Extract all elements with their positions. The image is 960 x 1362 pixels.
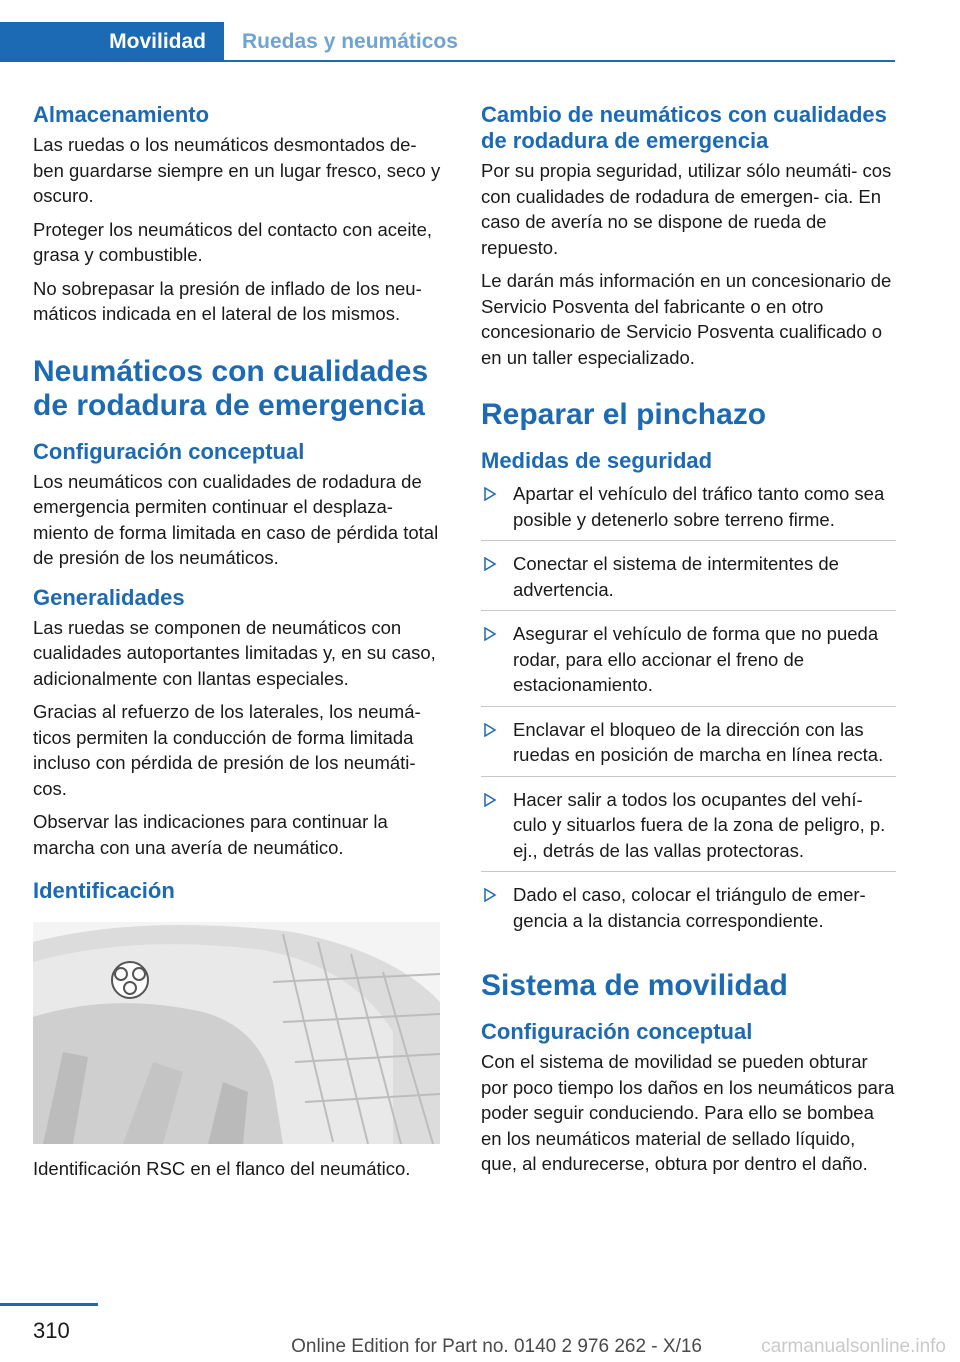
heading-configuracion: Configuración conceptual (33, 438, 305, 464)
heading-cambio: Cambio de neumáticos con cualidades de rodadura de emergencia (481, 102, 887, 153)
edition-text: Online Edition for Part no. 0140 2 976 262 - X/16 (291, 1336, 702, 1357)
page-number: 310 (33, 1318, 70, 1343)
heading-generalidades: Generalidades (33, 584, 185, 610)
list-item (481, 879, 896, 941)
list-item (481, 784, 896, 873)
section-title-run-flat: Neumáticos con cualidades de rodadura de emergencia (33, 354, 429, 422)
tire-illustration (33, 922, 440, 1144)
page-header (0, 0, 895, 62)
list-item-text: Enclavar el bloqueo de la dirección con las ruedas en posición de marcha en línea recta. (513, 718, 884, 765)
heading-almacenamiento: Almacenamiento (33, 102, 210, 127)
heading-medidas: Medidas de seguridad (481, 448, 713, 473)
paragraph: Le darán más información en un concesionario de Servicio Posventa del fabricante o en otro concesionario de Servicio Posventa cualificado o en un taller especializado. (481, 270, 892, 368)
figure-caption: Identificación RSC en el flanco del neumático. (33, 1158, 411, 1179)
list-item (481, 478, 896, 541)
header-divider (224, 60, 895, 62)
list-item-text: Conectar el sistema de intermitentes de advertencia. (513, 553, 839, 600)
triangle-right-icon (483, 627, 497, 641)
paragraph: Observar las indicaciones para continuar la marcha con una avería de neumático. (33, 811, 388, 858)
list-item-text: Apartar el vehículo del tráfico tanto como sea posible y detenerlo sobre terreno firme. (513, 483, 885, 530)
paragraph: Con el sistema de movilidad se pueden obturar por poco tiempo los daños en los neumáticos para poder seguir conduciendo. Para ello se bombea en los neumáticos material de sellado líquido, que, al endurecerse, obtura por dentro el daño. (481, 1051, 895, 1174)
list-item (481, 548, 896, 611)
watermark: carmanualsonline.info (761, 1336, 946, 1357)
list-item-text: Dado el caso, colocar el triángulo de emer‐ gencia a la distancia correspondiente. (513, 884, 866, 931)
triangle-right-icon (483, 487, 497, 501)
paragraph: Proteger los neumáticos del contacto con aceite, grasa y combustible. (33, 218, 433, 265)
tire-figure (33, 922, 440, 1144)
triangle-right-icon (483, 557, 497, 571)
left-column (33, 100, 448, 1182)
paragraph: Las ruedas se componen de neumáticos con cualidades autoportantes limitadas y, en su caso, adicionalmente con llantas especiales. (33, 616, 436, 689)
safety-steps-list (481, 478, 896, 941)
section-title-reparar: Reparar el pinchazo (481, 398, 767, 431)
triangle-right-icon (483, 723, 497, 737)
right-column (481, 100, 896, 1185)
tab-movilidad[interactable]: Movilidad (0, 22, 224, 62)
list-item-text: Hacer salir a todos los ocupantes del vehí‐ culo y situarlos fuera de la zona de peligro, p. ej., detrás de las vallas protectoras. (513, 788, 886, 861)
paragraph: Las ruedas o los neumáticos desmontados de‐ ben guardarse siempre en un lugar fresco, seco y oscuro. (33, 134, 441, 206)
section-title-movilidad: Sistema de movilidad (481, 969, 788, 1002)
paragraph: Los neumáticos con cualidades de rodadura de emergencia permiten continuar el desplaza‐ miento de forma limitada en caso de pérdida total de presión de los neumáticos. (33, 470, 439, 568)
list-item (481, 618, 896, 707)
paragraph: No sobrepasar la presión de inflado de los neu‐ máticos indicada en el lateral de los mismos. (33, 277, 422, 324)
list-item (481, 714, 896, 777)
paragraph: Gracias al refuerzo de los laterales, los neumá‐ ticos permiten la conducción de forma limitada incluso con pérdida de presión de los neumáti‐ cos. (33, 701, 421, 799)
triangle-right-icon (483, 888, 497, 902)
rsc-logo-icon (112, 962, 148, 998)
triangle-right-icon (483, 793, 497, 807)
list-item-text: Asegurar el vehículo de forma que no pueda rodar, para ello accionar el freno de estacionamiento. (513, 623, 879, 695)
footer-divider (0, 1303, 98, 1306)
heading-identificacion: Identificación (33, 878, 175, 903)
heading-configuracion-movilidad: Configuración conceptual (481, 1019, 753, 1044)
paragraph: Por su propia seguridad, utilizar sólo neumáti‐ cos con cualidades de rodadura de emergen‐ cia. En caso de avería no se dispone de rueda de repuesto. (481, 160, 892, 258)
tab-ruedas-neumaticos[interactable]: Ruedas y neumáticos (242, 30, 458, 53)
